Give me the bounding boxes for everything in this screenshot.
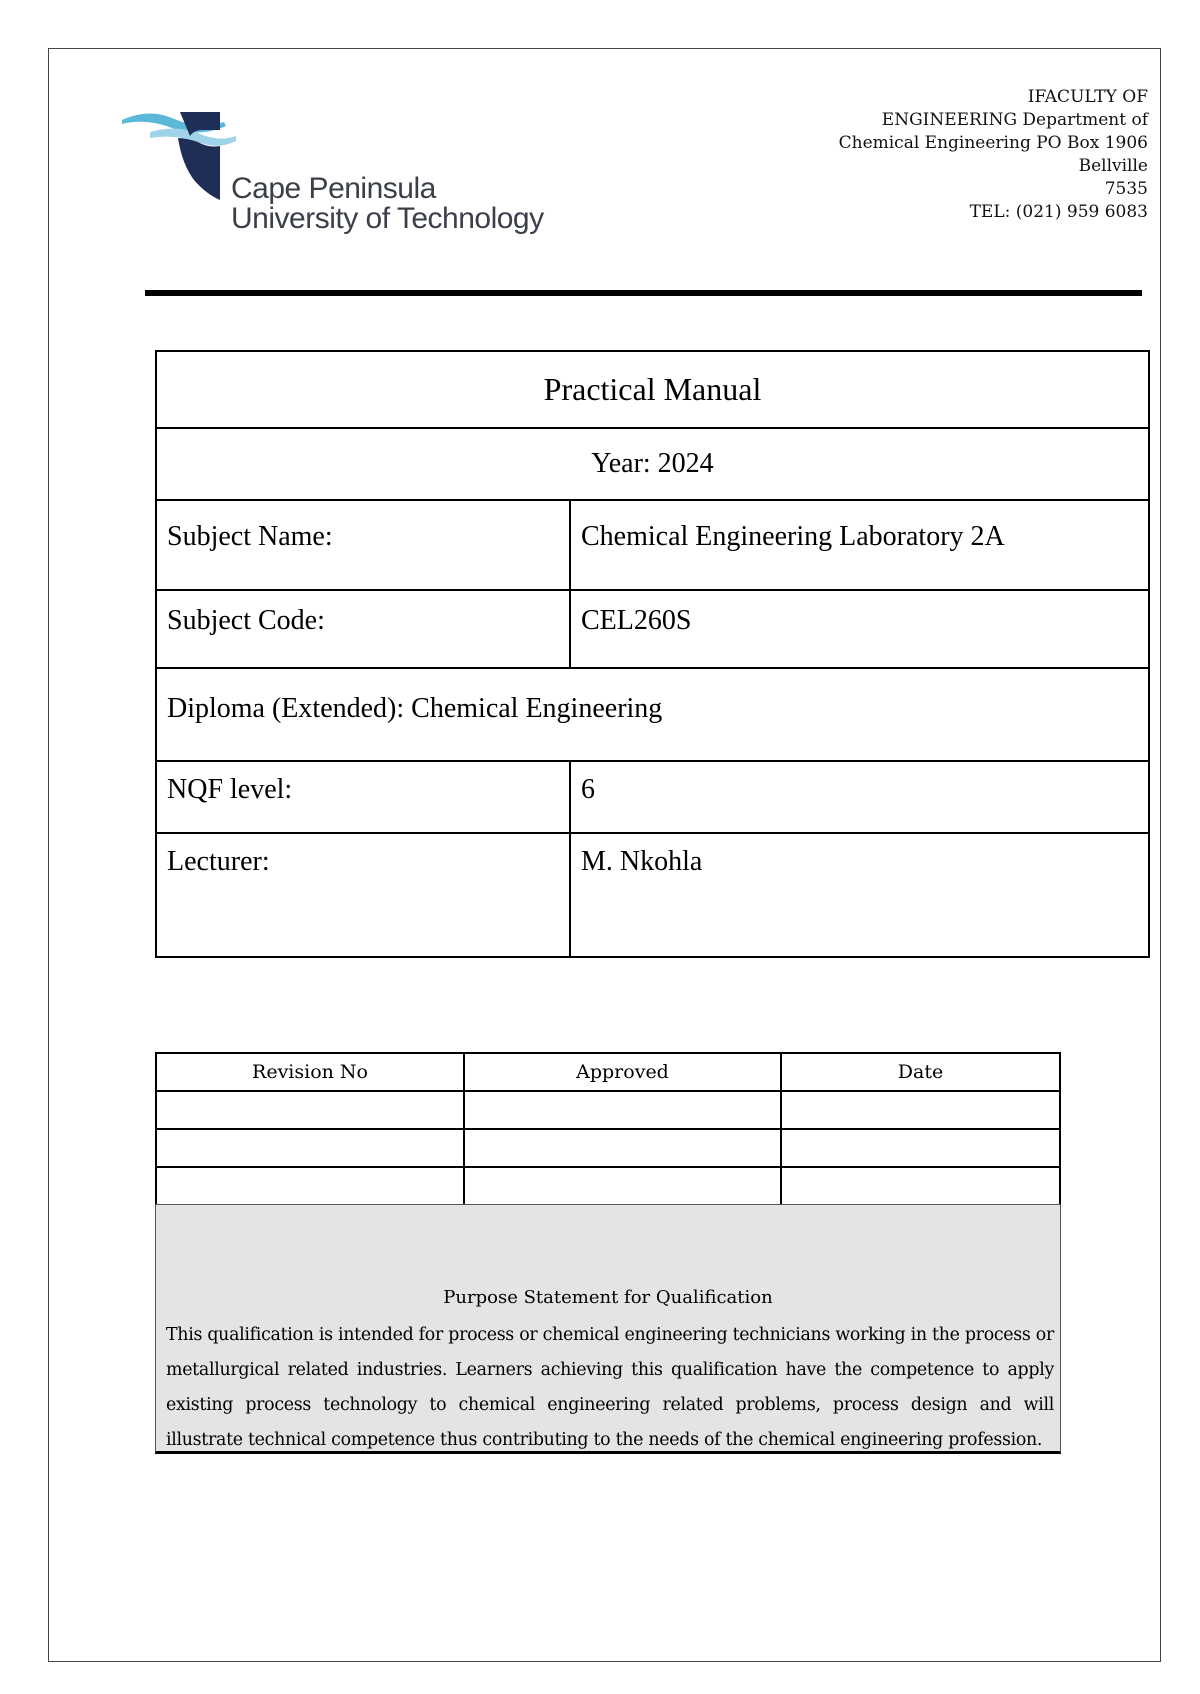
subject-code-value: CEL260S [570, 590, 1149, 668]
table-cell [464, 1167, 781, 1205]
university-logo [120, 108, 560, 248]
subject-name-value: Chemical Engineering Laboratory 2A [570, 500, 1149, 590]
address-line: IFACULTY OF [1027, 87, 1148, 107]
university-name [231, 174, 544, 234]
address-line: TEL: (021) 959 6083 [969, 202, 1148, 222]
logo-name-line2: University of Technology [231, 202, 544, 235]
subject-code-label: Subject Code: [156, 590, 570, 668]
address-line: ENGINEERING Department of [881, 110, 1148, 130]
purpose-statement-box [155, 1204, 1061, 1454]
nqf-level-value: 6 [570, 761, 1149, 833]
nqf-level-label: NQF level: [156, 761, 570, 833]
table-row [156, 1091, 1060, 1129]
address-line: 7535 [1104, 179, 1148, 199]
address-line: Chemical Engineering PO Box 1906 [838, 133, 1148, 153]
purpose-title: Purpose Statement for Qualification [443, 1287, 773, 1308]
revision-table [155, 1052, 1061, 1206]
table-row [156, 1167, 1060, 1205]
faculty-address [728, 86, 1148, 224]
logo-name-line1: Cape Peninsula [231, 172, 436, 205]
table-cell [156, 1167, 464, 1205]
lecturer-value: M. Nkohla [570, 833, 1149, 957]
table-cell [781, 1091, 1060, 1129]
manual-info-table [155, 350, 1150, 958]
table-cell [781, 1129, 1060, 1167]
header-divider [145, 290, 1142, 296]
manual-year: Year: 2024 [156, 428, 1149, 500]
table-header-row [156, 1053, 1060, 1091]
subject-name-label: Subject Name: [156, 500, 570, 590]
revision-no-header: Revision No [156, 1053, 464, 1091]
table-cell [464, 1129, 781, 1167]
table-row [156, 1129, 1060, 1167]
table-cell [156, 1129, 464, 1167]
purpose-text: This qualification is intended for process or chemical engineering technicians working in the process or metallurgical related industries. Learners achieving this qualification have the competence to apply existing process technology to chemical engineering related problems, process design and will illustrate technical competence thus contributing to the needs of the chemical engineering profession. [166, 1325, 1054, 1450]
date-header: Date [781, 1053, 1060, 1091]
lecturer-label: Lecturer: [156, 833, 570, 957]
address-line: Bellville [1078, 156, 1148, 176]
table-cell [156, 1091, 464, 1129]
manual-title: Practical Manual [156, 351, 1149, 428]
table-cell [781, 1167, 1060, 1205]
cput-emblem-icon [120, 108, 240, 204]
table-cell [464, 1091, 781, 1129]
diploma-name: Diploma (Extended): Chemical Engineering [156, 668, 1149, 761]
approved-header: Approved [464, 1053, 781, 1091]
